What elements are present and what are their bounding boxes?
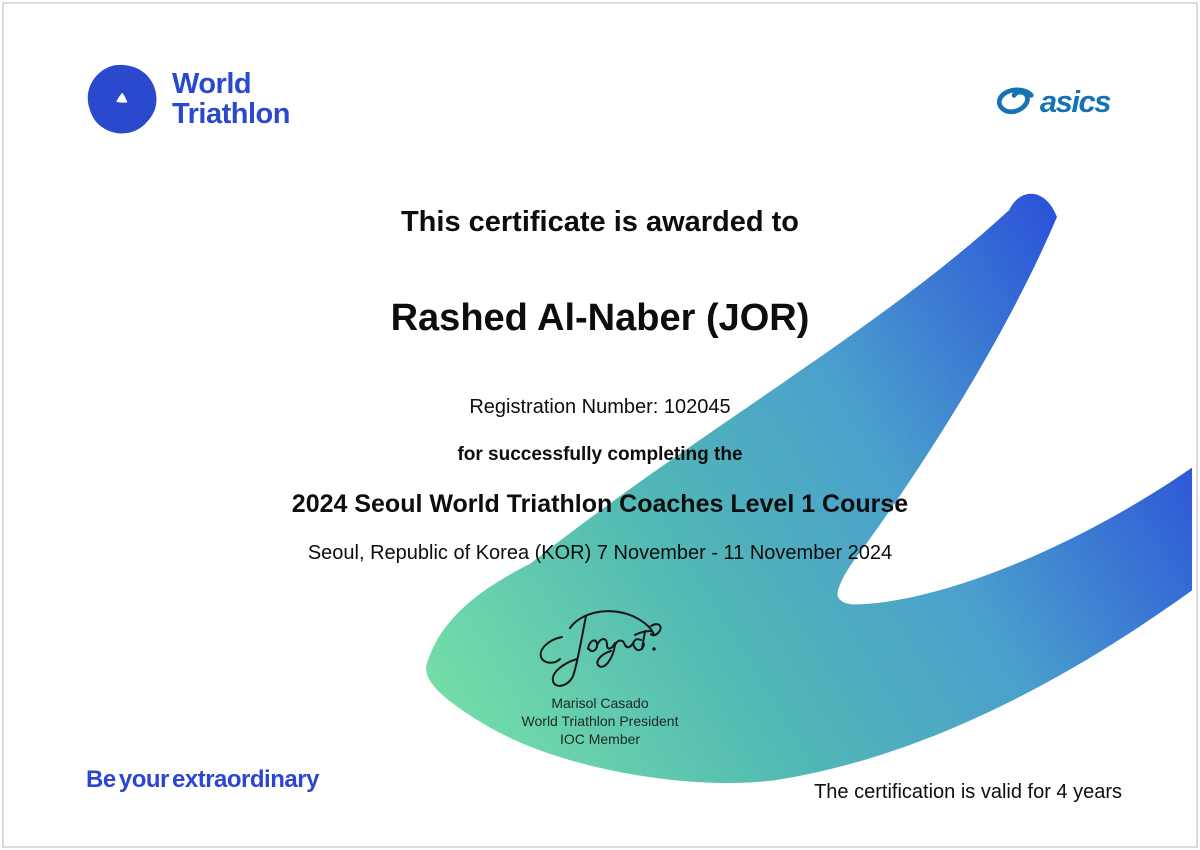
signatory-name: Marisol Casado [551,695,649,711]
world-triathlon-wordmark-line2: Triathlon [172,98,290,130]
certificate [2,2,1198,848]
awarded-heading: This certificate is awarded to [400,206,800,238]
signatory-membership: IOC Member [559,731,641,747]
signatory-block [4,694,1196,748]
world-triathlon-wordmark [172,69,290,129]
signatory-title: World Triathlon President [521,713,679,729]
asics-logo-icon [996,85,1036,119]
event-location-dates: Seoul, Republic of Korea (KOR) 7 November - 11 November 2024 [307,542,893,564]
world-triathlon-wordmark-line1: World [172,68,252,100]
completion-text: for successfully completing the [457,444,743,465]
recipient-name: Rashed Al-Naber (JOR) [390,297,810,339]
asics-wordmark: asics [1039,84,1110,119]
signature-image [532,602,672,692]
world-triathlon-logo [82,59,290,139]
registration-number: Registration Number: 102045 [469,396,731,418]
validity-note: The certification is valid for 4 years [814,781,1122,803]
course-title: 2024 Seoul World Triathlon Coaches Level 1 Course [291,490,909,518]
asics-tagline: Be your extraordinary [86,766,319,793]
asics-logo [996,84,1110,120]
world-triathlon-logo-icon [82,59,162,139]
